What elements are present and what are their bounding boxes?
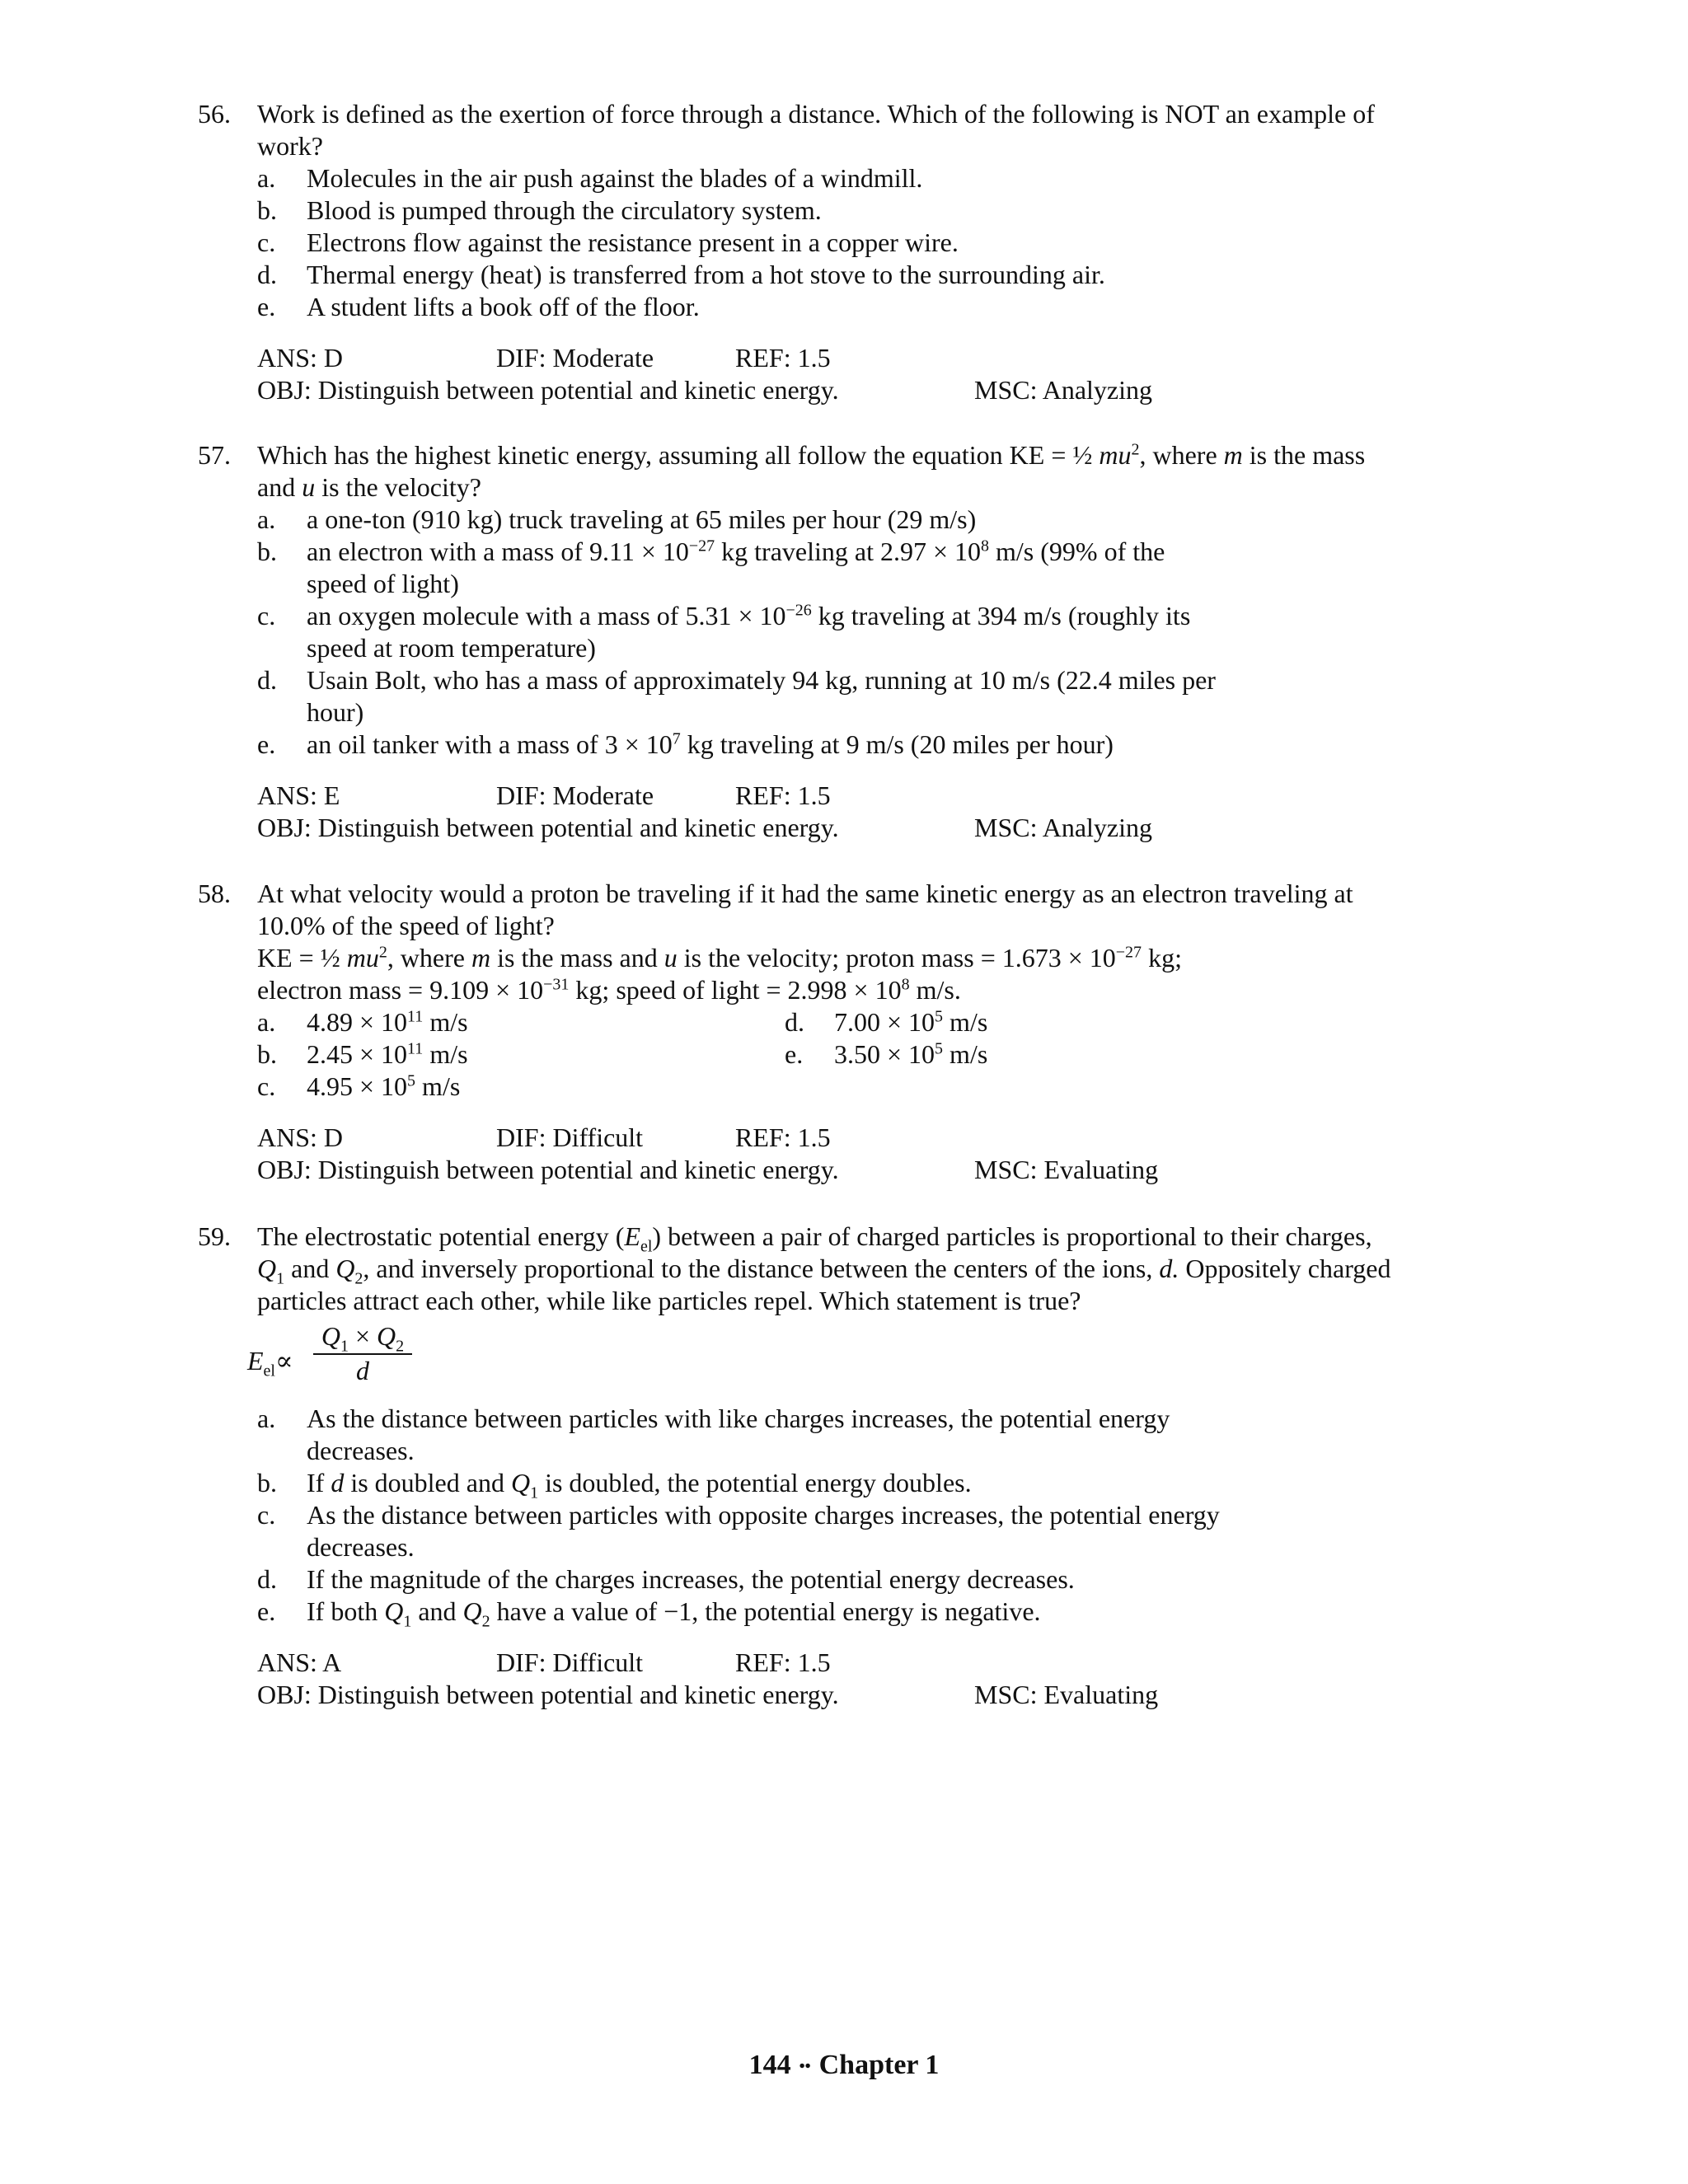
answer-metadata [257, 1122, 1385, 1186]
answer-key: ANS: A [257, 1647, 342, 1677]
question-stem: Which has the highest kinetic energy, assuming all follow the equation KE = ½ $mu^2$, where m is the mass and u is the velocity? [257, 440, 1366, 502]
option-a: a. As the distance between particles with like charges increases, the potential energy decreases. [257, 1404, 1170, 1465]
option-a: a. a one-ton (910 kg) truck traveling at 65 miles per hour (29 m/s) [257, 504, 977, 534]
option-a: a. $4.89 \times 10^{11}$ m/s [257, 1007, 468, 1037]
objective: OBJ: Distinguish between potential and kinetic energy. [257, 813, 839, 842]
option-d: d. Usain Bolt, who has a mass of approximately 94 kg, running at 10 m/s (22.4 miles per hour) [257, 665, 1216, 727]
reference: REF: 1.5 [735, 343, 831, 373]
question-58 [198, 878, 1385, 1186]
objective: OBJ: Distinguish between potential and kinetic energy. [257, 375, 839, 405]
answer-key: ANS: E [257, 780, 340, 810]
given-values-line-2: electron mass = $9.109 \times 10^{-31}$ kg; speed of light = $2.998 \times 10^8$ m/s. [257, 975, 961, 1005]
option-e: e. an oil tanker with a mass of $3 \times 10^7$ kg traveling at 9 m/s (20 miles per hour) [257, 729, 1114, 759]
objective: OBJ: Distinguish between potential and kinetic energy. [257, 1680, 839, 1709]
reference: REF: 1.5 [735, 780, 831, 810]
difficulty: DIF: Moderate [496, 780, 654, 810]
option-e: e. A student lifts a book off of the floor. [257, 292, 700, 321]
question-56 [198, 98, 1385, 406]
msc: MSC: Analyzing [974, 813, 1153, 842]
answer-metadata [257, 1647, 1385, 1711]
option-b: b. Blood is pumped through the circulatory system. [257, 195, 822, 225]
option-b: b. an electron with a mass of $9.11 \times 10^{-27}$ kg traveling at $2.97 \times 10^8$ m/s (99% of the speed of light) [257, 537, 1165, 598]
difficulty: DIF: Difficult [496, 1122, 644, 1152]
option-b: b. If d is doubled and $Q_1$ is doubled, the potential energy doubles. [257, 1468, 972, 1502]
option-e: e. $3.50 \times 10^5$ m/s [785, 1039, 988, 1069]
answer-key: ANS: D [257, 1122, 344, 1152]
option-d: d. $7.00 \times 10^5$ m/s [785, 1007, 988, 1037]
reference: REF: 1.5 [735, 1647, 831, 1677]
option-c: c. $4.95 \times 10^5$ m/s [257, 1071, 461, 1101]
question-number: 58. [198, 879, 231, 908]
answer-metadata [257, 342, 1385, 406]
question-stem: Work is defined as the exertion of force through a distance. Which of the following is NOT an example of work? [257, 99, 1375, 161]
chapter-label: Chapter 1 [818, 2050, 940, 2080]
difficulty: DIF: Moderate [496, 343, 654, 373]
option-c: c. As the distance between particles with opposite charges increases, the potential energy decreases. [257, 1500, 1220, 1562]
answer-key: ANS: D [257, 343, 344, 373]
question-number: 56. [198, 99, 231, 129]
option-a: a. Molecules in the air push against the blades of a windmill. [257, 163, 923, 193]
msc: MSC: Evaluating [974, 1155, 1159, 1184]
reference: REF: 1.5 [735, 1122, 831, 1152]
answer-metadata [257, 780, 1385, 844]
page-number: 144 [748, 2050, 791, 2080]
question-59 [198, 1221, 1391, 1711]
question-number: 57. [198, 440, 231, 470]
question-number: 59. [198, 1221, 231, 1251]
difficulty: DIF: Difficult [496, 1647, 644, 1677]
footer-separator: •• [790, 2057, 819, 2076]
question-stem: The electrostatic potential energy $(E_{el})$ between a pair of charged particles is proportional to their charges, $Q_1$ and $Q_2$, and inversely proportional to the distance between the centers of the ions, d. Oppositely charged particles attract each other, while like particles repel. Which statement is true? [257, 1221, 1391, 1315]
msc: MSC: Analyzing [974, 375, 1153, 405]
formula [247, 1320, 1385, 1396]
option-d: d. Thermal energy (heat) is transferred from a hot stove to the surrounding air. [257, 260, 1105, 289]
given-values-line-1: KE = ½ $mu^2$, where m is the mass and u is the velocity; proton mass = $1.673 \times 10^{-27}$ kg; [257, 943, 1182, 972]
option-c: c. an oxygen molecule with a mass of $5.31 \times 10^{-26}$ kg traveling at 394 m/s (roughly its speed at room temperature) [257, 601, 1191, 663]
option-d: d. If the magnitude of the charges increases, the potential energy decreases. [257, 1564, 1075, 1594]
objective: OBJ: Distinguish between potential and kinetic energy. [257, 1155, 839, 1184]
formula-fraction: $\frac{Q_1 \times Q_2}{d}$ [313, 1320, 412, 1387]
formula-lhs: $E_{el}\propto$ [247, 1346, 293, 1380]
option-e: e. If both $Q_1$ and $Q_2$ have a value of −1, the potential energy is negative. [257, 1596, 1041, 1631]
msc: MSC: Evaluating [974, 1680, 1159, 1709]
question-57 [198, 439, 1385, 844]
page-footer [0, 2049, 1688, 2083]
question-stem: At what velocity would a proton be traveling if it had the same kinetic energy as an electron traveling at 10.0% of the speed of light? [257, 879, 1353, 940]
option-c: c. Electrons flow against the resistance present in a copper wire. [257, 227, 959, 257]
option-b: b. $2.45 \times 10^{11}$ m/s [257, 1039, 468, 1069]
